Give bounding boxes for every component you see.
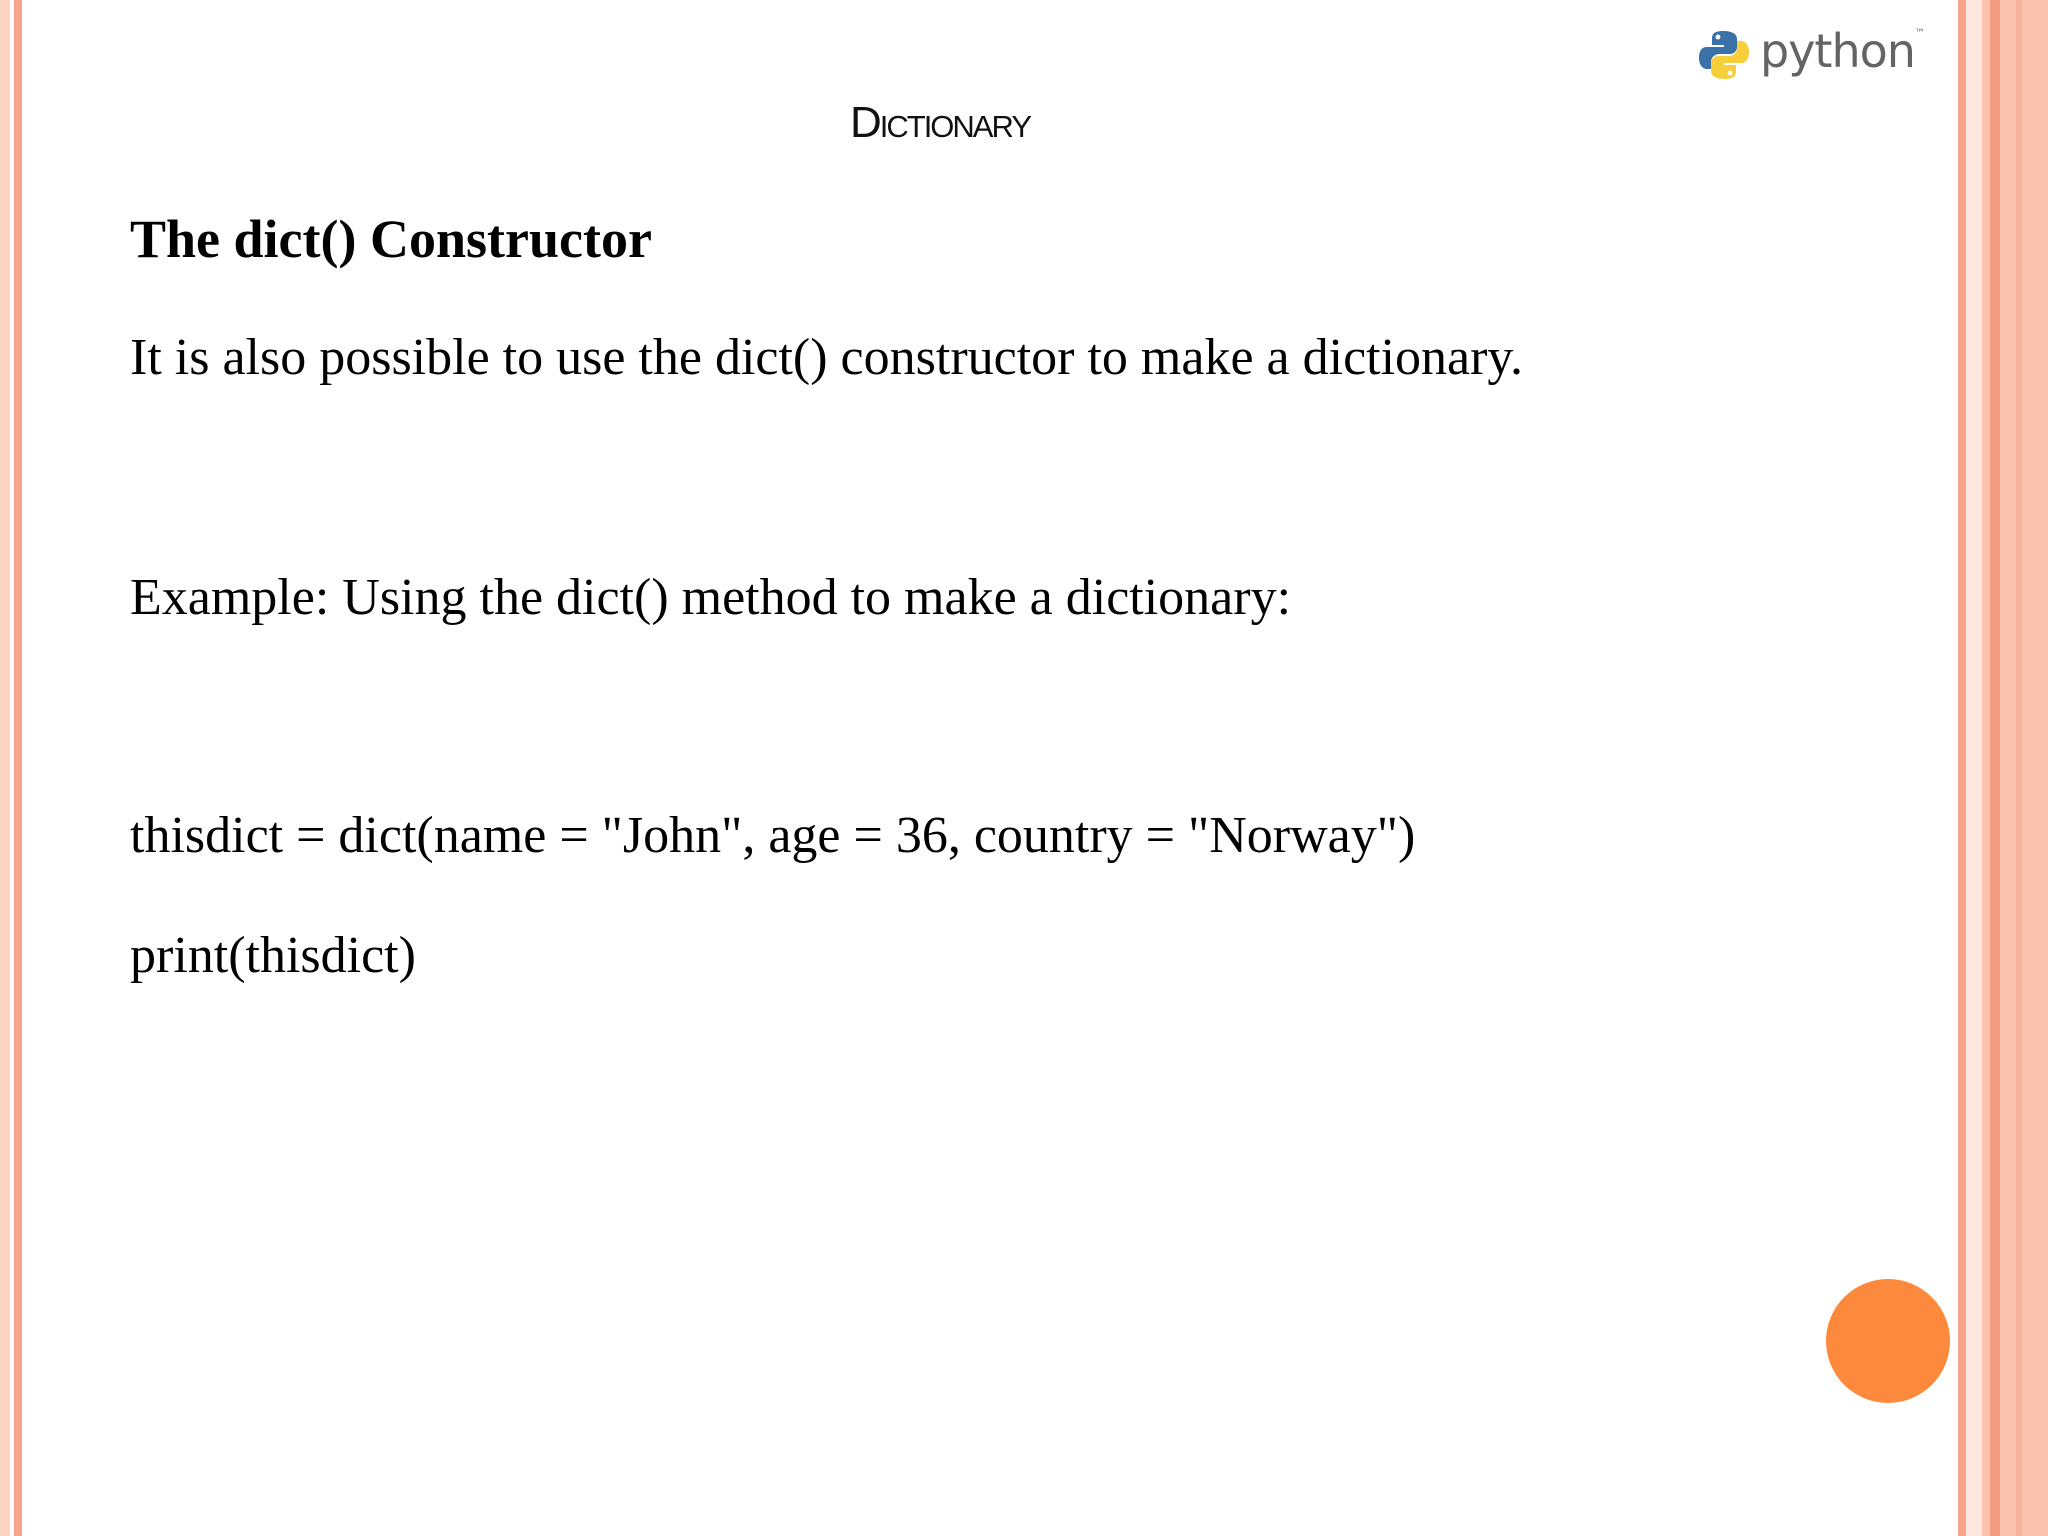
right-border-line: [1990, 0, 2000, 1536]
section-heading: The dict() Constructor: [130, 209, 652, 269]
right-border-line-2: [2016, 0, 2022, 1536]
python-wordmark: python: [1760, 24, 1915, 78]
right-border-stripe: [1958, 0, 1966, 1536]
code-line: thisdict = dict(name = "John", age = 36, country = "Norway"): [130, 807, 1416, 864]
left-border-stripe: [0, 0, 10, 1536]
decorative-orange-circle: [1826, 1279, 1950, 1403]
code-line: print(thisdict): [130, 927, 416, 984]
slide-title: Dictionary: [849, 98, 1030, 147]
body-text-line: It is also possible to use the dict() constructor to make a dictionary.: [130, 329, 1524, 386]
example-caption: Example: Using the dict() method to make a dictionary:: [130, 569, 1292, 626]
trademark-symbol: ™: [1914, 27, 1925, 39]
left-border-stripe-accent: [14, 0, 22, 1536]
right-border-gap: [1966, 0, 1982, 1536]
python-snake-icon: [1696, 27, 1752, 83]
python-logo: [1696, 20, 1936, 90]
